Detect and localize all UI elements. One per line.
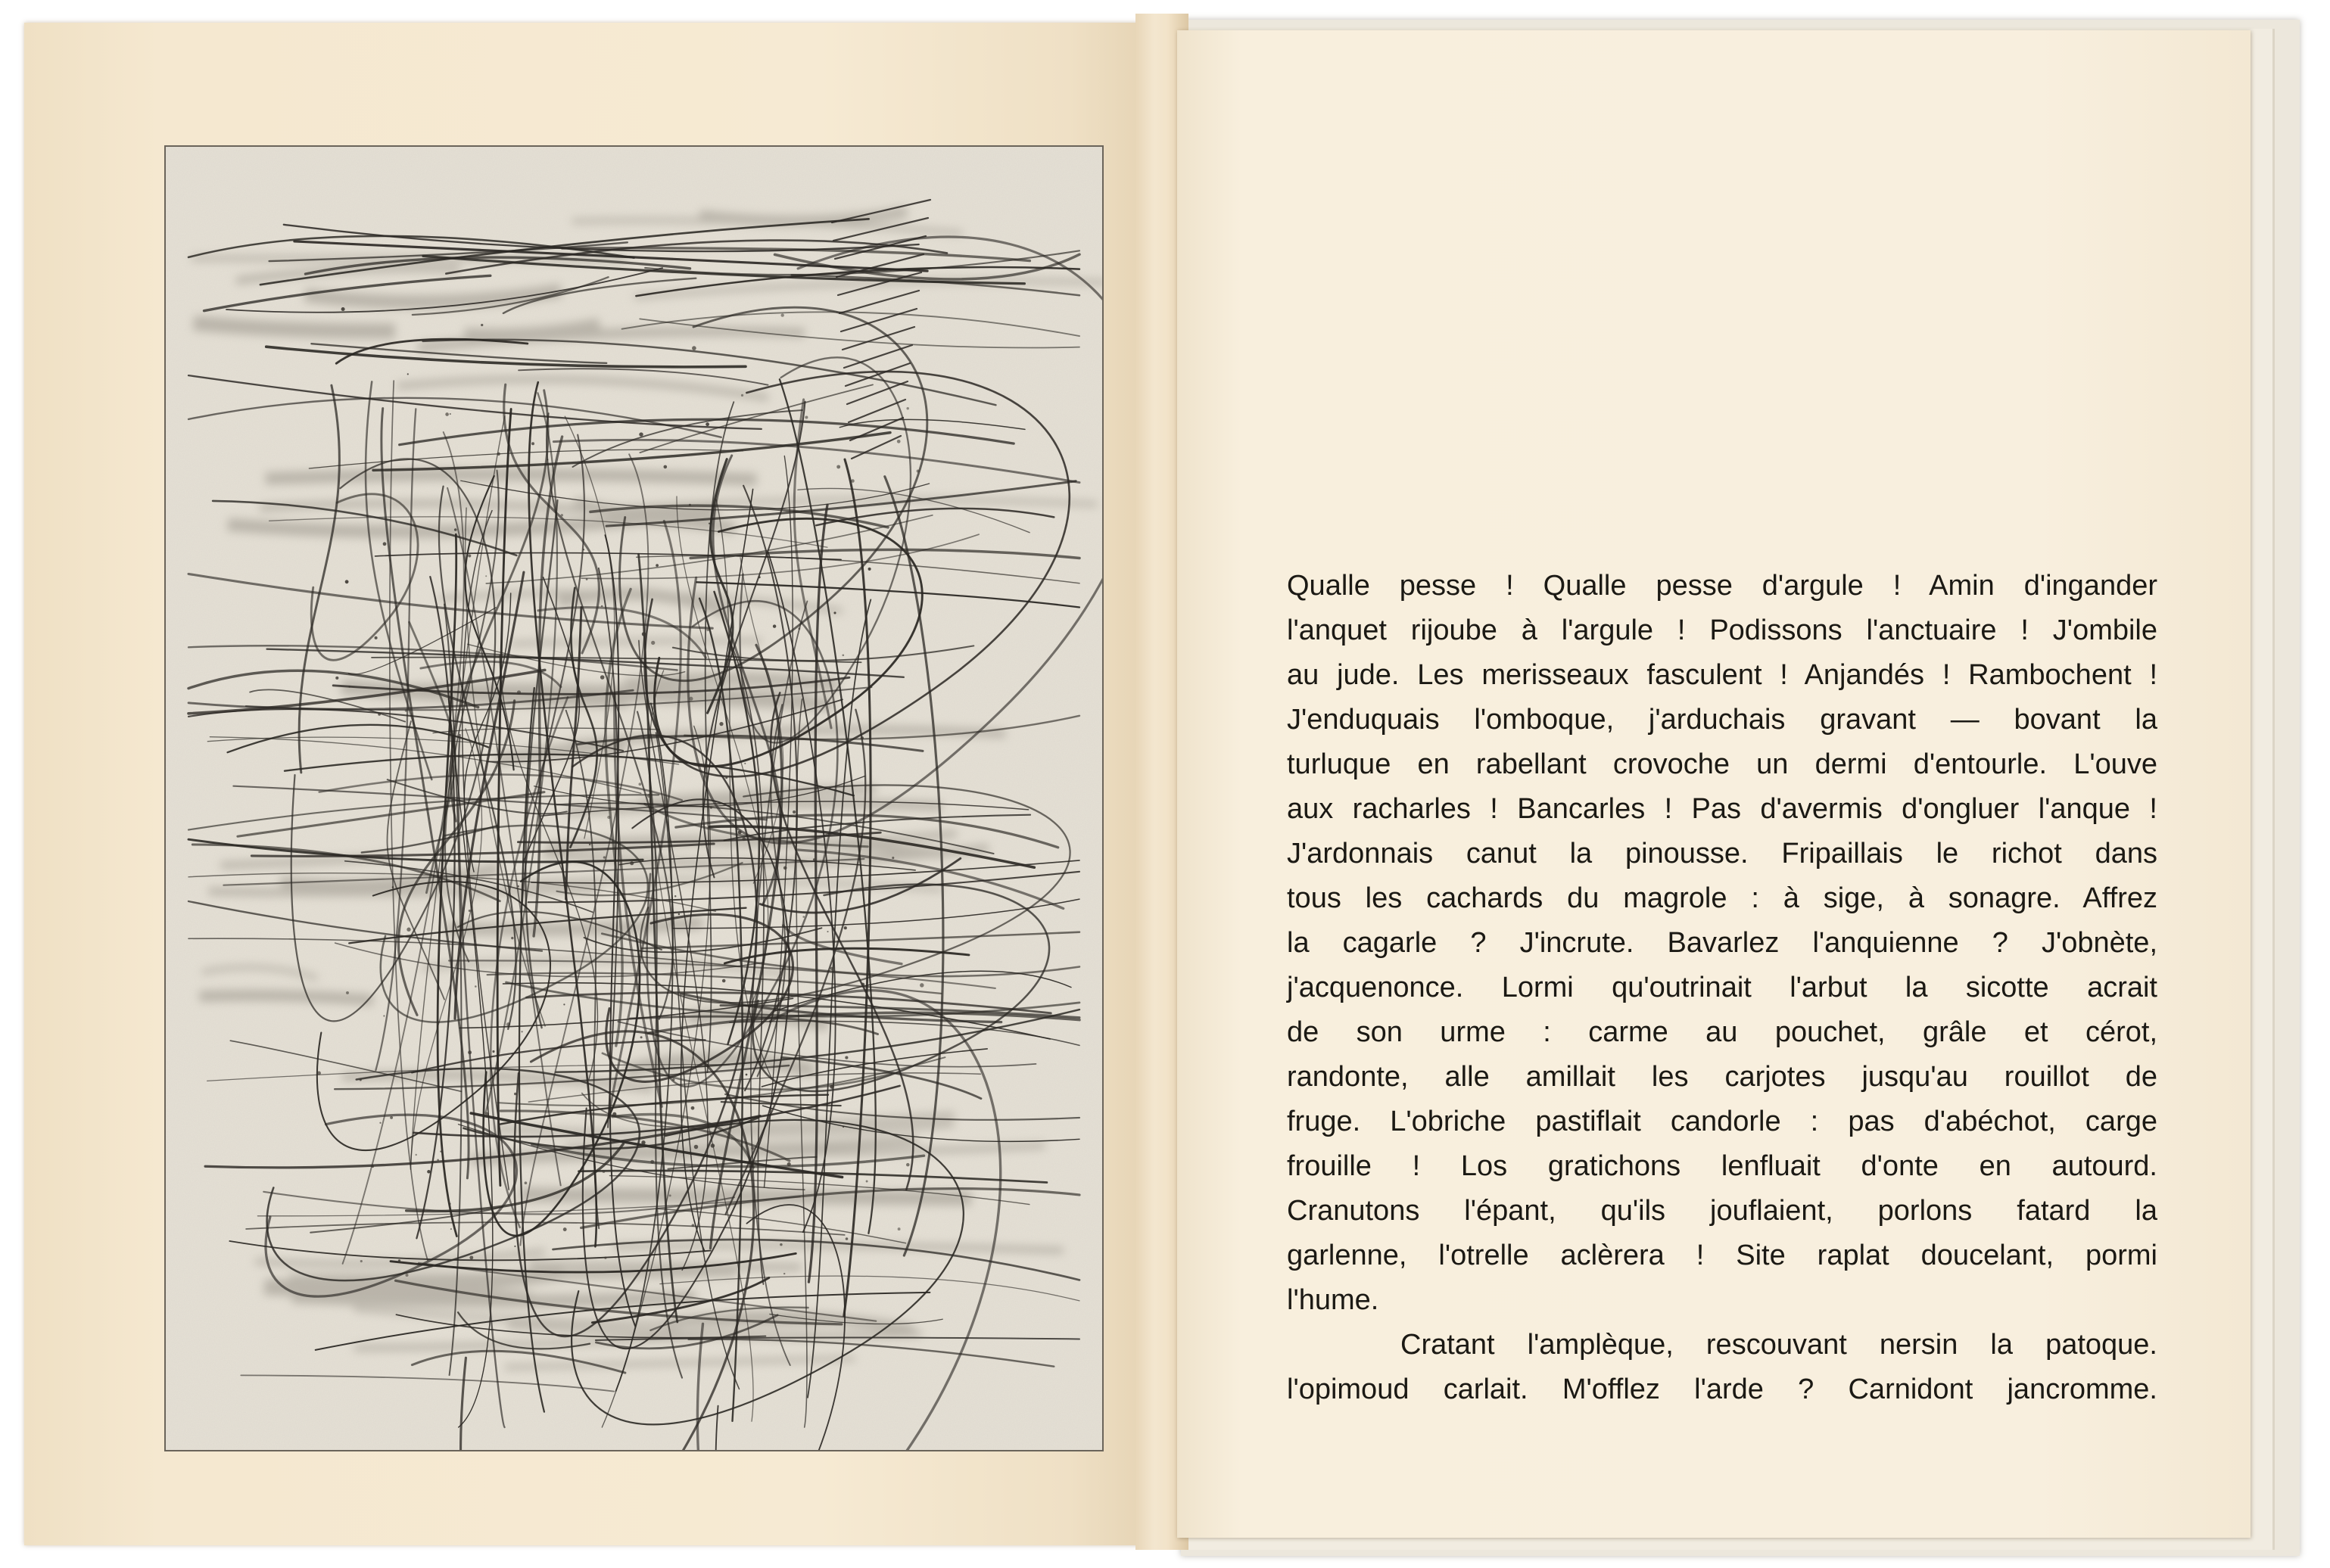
etched-dot: [689, 697, 693, 701]
etched-dot: [802, 916, 805, 918]
etched-dot: [868, 568, 871, 571]
etched-dot: [709, 523, 710, 524]
etched-dot: [738, 830, 742, 834]
etched-dot: [650, 1160, 654, 1164]
etched-dot: [345, 580, 349, 583]
etched-dot: [845, 1056, 848, 1059]
etched-dot: [514, 1246, 516, 1247]
etched-dot: [346, 991, 349, 994]
etched-dot: [830, 967, 833, 970]
etched-dot: [846, 1237, 849, 1240]
etched-dot: [348, 686, 350, 687]
etched-dot: [861, 736, 864, 739]
etched-dot: [892, 857, 894, 859]
etched-dot: [843, 1126, 844, 1128]
etched-dot: [783, 1273, 785, 1274]
etched-dot: [468, 554, 471, 557]
etched-dot: [521, 1031, 522, 1032]
etched-dot: [908, 552, 910, 555]
etched-dot: [517, 690, 521, 694]
etched-dot: [612, 1112, 616, 1116]
etched-dot: [603, 856, 606, 858]
etched-dot: [518, 885, 519, 887]
etched-dot: [450, 413, 451, 415]
etched-dot: [341, 307, 345, 311]
etched-dot: [638, 782, 641, 786]
text-line: aux racharles ! Bancarles ! Pas d'avermis d'ongluer l'anque !: [1287, 793, 2157, 825]
etched-dot: [844, 926, 847, 929]
etched-dot: [469, 910, 471, 912]
etched-dot: [440, 1150, 441, 1152]
tone-smudge: [510, 641, 762, 644]
etched-dot: [833, 611, 836, 614]
etched-dot: [481, 324, 483, 326]
etched-dot: [689, 504, 691, 506]
etched-dot: [744, 763, 746, 764]
etched-dot: [407, 928, 410, 932]
etched-dot: [603, 1170, 606, 1173]
etched-dot: [725, 776, 727, 779]
etching-artwork: [166, 147, 1102, 1450]
tone-smudge: [528, 1265, 801, 1268]
etched-dot: [485, 1112, 489, 1116]
etched-dot: [441, 872, 444, 875]
etched-dot: [427, 1170, 431, 1174]
etched-dot: [547, 459, 548, 460]
text-line: l'anquet rijoube à l'argule ! Podissons l'anctuaire ! J'ombile: [1287, 614, 2157, 646]
etched-dot: [656, 564, 659, 567]
etched-dot: [511, 937, 513, 939]
etched-dot: [360, 1260, 363, 1262]
etched-dot: [492, 1050, 494, 1053]
etched-dot: [751, 1146, 754, 1150]
text-line: tous les cachards du magrole : à sige, à sonagre. Affrez: [1287, 882, 2157, 914]
tone-smudge: [521, 1195, 971, 1199]
etched-dot: [601, 605, 603, 607]
etched-dot: [640, 1036, 643, 1038]
etched-dot: [787, 1162, 791, 1166]
etched-dot: [793, 810, 796, 814]
text-line: Cratant l'amplèque, rescouvant nersin la patoque.: [1400, 1329, 2157, 1361]
text-line: randonte, alle amillait les carjotes jusqu'au rouillot de: [1287, 1061, 2157, 1093]
etched-dot: [392, 886, 394, 888]
etched-dot: [360, 1078, 362, 1081]
etched-dot: [906, 407, 908, 409]
etched-dot: [642, 632, 646, 636]
etched-dot: [475, 985, 477, 988]
text-line: frouille ! Los gratichons lenfluait d'onte en autourd.: [1287, 1150, 2157, 1182]
etched-dot: [905, 549, 908, 552]
etched-dot: [375, 636, 378, 639]
etched-dot: [390, 1116, 393, 1119]
etched-dot: [805, 415, 808, 418]
etched-dot: [672, 1078, 674, 1081]
etched-dot: [449, 1202, 451, 1205]
etched-dot: [607, 816, 610, 819]
etched-dot: [371, 1165, 374, 1168]
etched-dot: [514, 1093, 517, 1096]
etched-dot: [706, 422, 709, 426]
etched-dot: [746, 1074, 748, 1076]
etched-dot: [798, 627, 800, 630]
etched-dot: [490, 1087, 492, 1090]
etched-dot: [780, 1243, 783, 1246]
etched-dot: [898, 1227, 901, 1230]
text-line: Qualle pesse ! Qualle pesse d'argule ! Amin d'ingander: [1287, 570, 2157, 602]
etched-dot: [669, 1194, 671, 1196]
etched-dot: [639, 432, 643, 436]
etched-dot: [758, 576, 761, 578]
text-line: turluque en rabellant crovoche un dermi d'entourle. L'ouve: [1287, 748, 2157, 780]
etched-dot: [917, 469, 920, 472]
etched-dot: [861, 983, 865, 987]
etched-dot: [561, 514, 563, 516]
etched-dot: [469, 1255, 473, 1259]
etched-dot: [651, 641, 655, 645]
etched-dot: [830, 1084, 834, 1089]
etched-dot: [663, 465, 667, 469]
etched-dot: [630, 861, 634, 865]
etched-dot: [415, 1154, 416, 1156]
etched-dot: [641, 1140, 645, 1144]
etched-dot: [674, 895, 677, 898]
etched-dot: [694, 1145, 699, 1150]
etched-dot: [813, 858, 815, 860]
etched-dot: [842, 654, 844, 656]
etched-dot: [405, 1274, 408, 1277]
etched-dot: [773, 624, 776, 627]
etched-dot: [906, 1163, 910, 1167]
etched-dot: [707, 1061, 709, 1062]
etched-dot: [509, 1057, 510, 1059]
paragraph-2: [1287, 1323, 2157, 1412]
etched-dot: [378, 713, 381, 716]
text-line: J'ardonnais canut la pinousse. Fripaillais le richot dans: [1287, 838, 2157, 870]
text-line: fruge. L'obriche pastiflait candorle : pas d'abéchot, carge: [1287, 1106, 2157, 1137]
etched-dot: [692, 346, 696, 350]
text-line: l'opimoud carlait. M'offlez l'arde ? Carnidont jancromme.: [1287, 1374, 2157, 1405]
etched-dot: [450, 1228, 452, 1230]
etched-dot: [563, 1227, 567, 1231]
etched-dot: [851, 479, 854, 482]
etched-dot: [686, 971, 687, 972]
etched-dot: [589, 844, 591, 846]
etched-dot: [710, 807, 712, 809]
etched-dot: [647, 794, 651, 798]
tone-smudge: [199, 995, 372, 1000]
etched-dot: [437, 1159, 439, 1161]
text-line: Cranutons l'épant, qu'ils jouflaient, porlons fatard la: [1287, 1195, 2157, 1227]
text-line: la cagarle ? J'incrute. Bavarlez l'anquienne ? J'obnète,: [1287, 927, 2157, 959]
etched-dot: [691, 1106, 695, 1110]
tone-smudge: [209, 888, 600, 893]
etched-dot: [497, 453, 500, 456]
etched-dot: [783, 866, 787, 870]
text-line: garlenne, l'otrelle aclèrera ! Site raplat doucelant, pormi: [1287, 1240, 2157, 1271]
etched-dot: [719, 722, 723, 726]
etched-dot: [563, 1003, 565, 1005]
etching-plate: [164, 145, 1104, 1451]
poem-text: [1287, 564, 2157, 1412]
etched-dot: [383, 542, 387, 546]
etched-dot: [742, 837, 746, 841]
etched-dot: [454, 528, 457, 531]
etched-dot: [600, 675, 605, 680]
text-line: l'hume.: [1287, 1284, 1379, 1316]
etched-dot: [383, 1015, 385, 1016]
etched-dot: [866, 1181, 868, 1183]
etched-dot: [741, 394, 743, 397]
paragraph-1: [1287, 564, 2157, 1323]
etched-dot: [506, 1022, 510, 1026]
etched-dot: [920, 983, 924, 987]
etched-dot: [722, 979, 726, 983]
etched-dot: [445, 412, 449, 416]
etched-dot: [525, 1181, 528, 1184]
etched-dot: [827, 931, 828, 932]
etched-dot: [531, 442, 534, 445]
etched-dot: [706, 628, 709, 631]
etched-dot: [335, 677, 338, 680]
etched-dot: [379, 1122, 381, 1124]
etched-dot: [317, 1071, 321, 1075]
etched-dot: [586, 578, 588, 580]
etched-dot: [678, 913, 680, 915]
text-line: de son urme : carme au pouchet, grâle et cérot,: [1287, 1016, 2157, 1048]
etched-dot: [433, 1265, 435, 1268]
etched-dot: [485, 575, 487, 577]
etched-dot: [405, 709, 408, 712]
etched-dot: [583, 549, 584, 550]
etched-dot: [398, 1259, 400, 1262]
text-line: j'acquenonce. Lormi qu'outrinait l'arbut la sicotte acrait: [1287, 972, 2157, 1003]
etched-dot: [711, 1143, 715, 1148]
etched-dot: [897, 440, 901, 443]
text-line: au jude. Les merisseaux fasculent ! Anjandés ! Rambochent !: [1287, 659, 2157, 691]
etched-dot: [692, 1224, 695, 1227]
etched-dot: [468, 1050, 472, 1054]
text-line: J'enduquais l'omboque, j'arduchais gravant — bovant la: [1287, 704, 2157, 736]
left-page: [24, 23, 1160, 1545]
etched-dot: [604, 1257, 606, 1259]
etched-dot: [836, 465, 840, 468]
etched-dot: [781, 313, 784, 316]
tone-smudge: [194, 323, 395, 331]
etched-dot: [407, 373, 409, 375]
